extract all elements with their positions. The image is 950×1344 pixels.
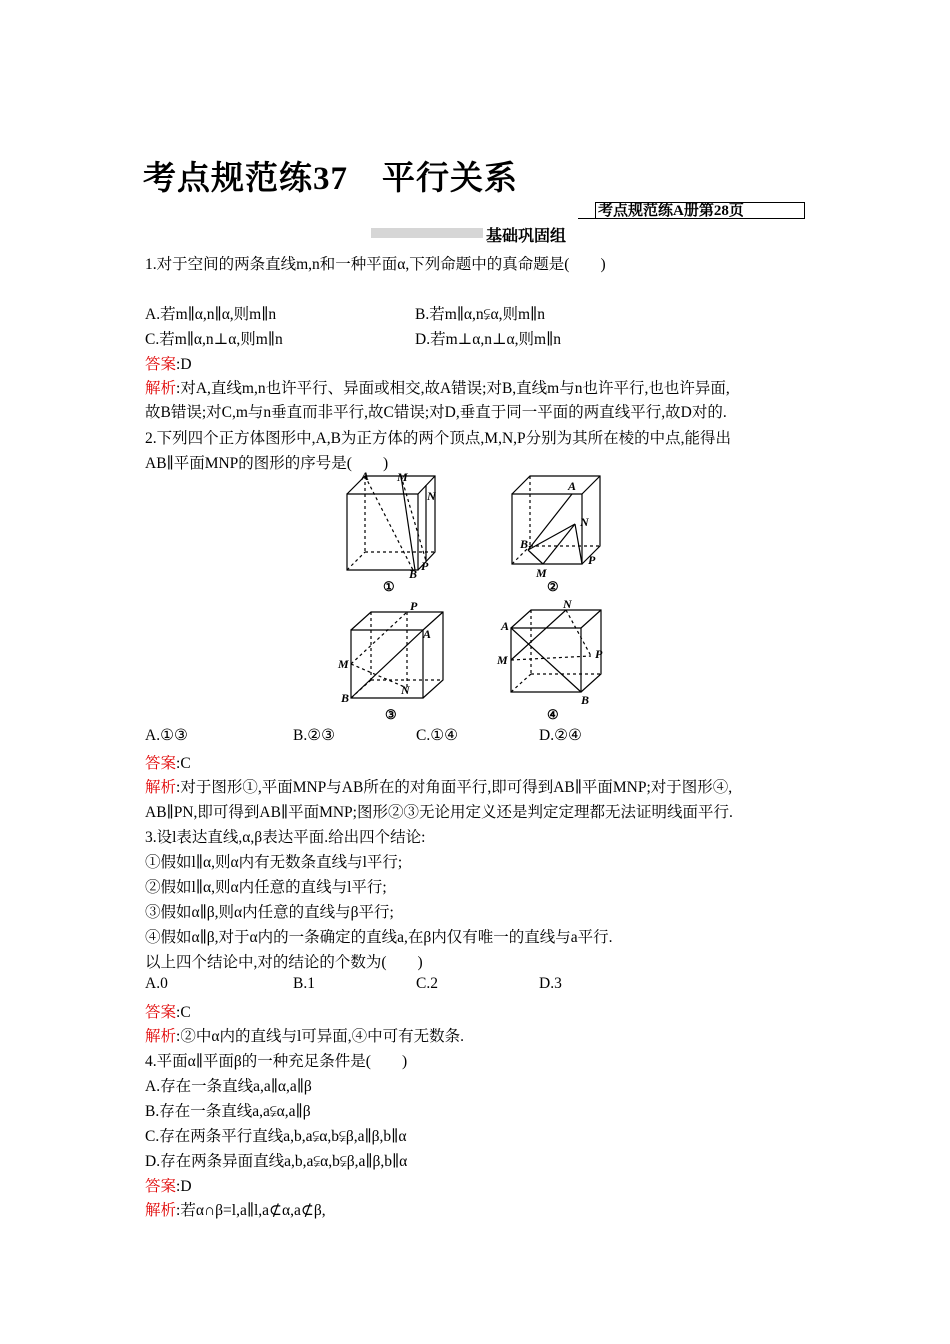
- label-n: N: [580, 515, 589, 529]
- q2-option-c: C.①④: [416, 727, 459, 744]
- label-m: M: [536, 566, 547, 580]
- q4-analysis: 解析:若α∩β=l,a∥l,a⊄α,a⊄β,: [145, 1202, 326, 1219]
- q1-answer: 答案:D: [145, 356, 192, 373]
- label-n: N: [563, 600, 572, 611]
- label-m: M: [497, 653, 508, 667]
- section-bar: [371, 228, 483, 238]
- q3-option-d: D.3: [539, 975, 562, 992]
- label-n: N: [427, 489, 436, 503]
- q1-option-a: A.若m∥α,n∥α,则m∥n: [145, 306, 277, 323]
- q4-answer: 答案:D: [145, 1178, 192, 1195]
- q3-option-a: A.0: [145, 975, 168, 992]
- q3-answer: 答案:C: [145, 1004, 191, 1021]
- q3-stem: 3.设l表达直线,α,β表达平面.给出四个结论:: [145, 829, 426, 846]
- q3-analysis: 解析:②中α内的直线与l可异面,④中可有无数条.: [145, 1028, 465, 1045]
- figure-label-4: ④: [547, 707, 559, 722]
- q2-option-b: B.②③: [293, 727, 336, 744]
- q4-option-b: B.存在一条直线a,a⫋α,a∥β: [145, 1103, 311, 1120]
- q2-option-d: D.②④: [539, 727, 582, 744]
- label-a: A: [423, 627, 432, 641]
- figure-label-1: ①: [383, 579, 395, 594]
- q4-option-d: D.存在两条异面直线a,b,a⫋α,b⫋β,a∥β,b∥α: [145, 1153, 408, 1170]
- q2-analysis-cont: AB∥PN,即可得到AB∥平面MNP;图形②③无论用定义还是判定定理都无法证明线面平行.: [145, 804, 733, 821]
- q1-analysis: 解析:对A,直线m,n也许平行、异面或相交,故A错误;对B,直线m与n也许平行,也也许异面,: [145, 380, 730, 397]
- q2-answer: 答案:C: [145, 755, 191, 772]
- q2-analysis: 解析:对于图形①,平面MNP与AB所在的对角面平行,即可得到AB∥平面MNP;对于图形④,: [145, 779, 733, 796]
- figure-label-2: ②: [547, 579, 559, 594]
- label-b: B: [409, 567, 418, 581]
- q4-stem: 4.平面α∥平面β的一种充足条件是( ): [145, 1053, 408, 1070]
- q4-option-c: C.存在两条平行直线a,b,a⫋α,b⫋β,a∥β,b∥α: [145, 1128, 407, 1145]
- page-title: 考点规范练37 平行关系: [143, 161, 518, 197]
- q2-stem-cont: AB∥平面MNP的图形的序号是( ): [145, 455, 389, 472]
- book-reference: 考点规范练A册第28页: [595, 202, 805, 219]
- q3-conclusion-2: ②假如l∥α,则α内任意的直线与l平行;: [145, 879, 387, 896]
- q1-option-b: B.若m∥α,n⫋α,则m∥n: [415, 306, 545, 323]
- q2-stem: 2.下列四个正方体图形中,A,B为正方体的两个顶点,M,N,P分别为其所在棱的中点,能得出: [145, 430, 732, 447]
- q1-stem: 1.对于空间的两条直线m,n和一种平面α,下列命题中的真命题是( ): [145, 256, 606, 273]
- q3-conclusion-4: ④假如α∥β,对于α内的一条确定的直线a,在β内仅有唯一的直线与a平行.: [145, 929, 613, 946]
- label-p: P: [595, 647, 603, 661]
- q3-option-b: B.1: [293, 975, 315, 992]
- label-m: M: [397, 470, 408, 484]
- label-n: N: [401, 683, 410, 697]
- section-title: 基础巩固组: [486, 228, 567, 245]
- q4-option-a: A.存在一条直线a,a∥α,a∥β: [145, 1078, 312, 1095]
- cube-figure-1: [335, 470, 445, 595]
- q3-ask: 以上四个结论中,对的结论的个数为( ): [145, 954, 423, 971]
- label-b: B: [520, 537, 529, 551]
- label-a: A: [361, 470, 370, 483]
- label-a: A: [568, 479, 577, 493]
- q1-option-c: C.若m∥α,n⊥α,则m∥n: [145, 331, 283, 348]
- label-m: M: [338, 657, 349, 671]
- cube-figure-3: [335, 600, 450, 725]
- label-b: B: [581, 693, 590, 707]
- q3-conclusion-3: ③假如α∥β,则α内任意的直线与β平行;: [145, 904, 394, 921]
- label-p: P: [421, 559, 429, 573]
- label-p: P: [588, 553, 596, 567]
- label-a: A: [501, 619, 510, 633]
- label-p: P: [410, 600, 418, 613]
- q1-option-d: D.若m⊥α,n⊥α,则m∥n: [415, 331, 561, 348]
- cube-figure-4: [495, 600, 610, 725]
- q2-option-a: A.①③: [145, 727, 188, 744]
- divider: [578, 218, 596, 219]
- q3-conclusion-1: ①假如l∥α,则α内有无数条直线与l平行;: [145, 854, 403, 871]
- q1-analysis-cont: 故B错误;对C,m与n垂直而非平行,故C错误;对D,垂直于同一平面的两直线平行,故D对的.: [145, 404, 727, 421]
- cube-figure-2: [500, 470, 610, 595]
- q3-option-c: C.2: [416, 975, 438, 992]
- label-b: B: [341, 691, 350, 705]
- figure-label-3: ③: [385, 707, 397, 722]
